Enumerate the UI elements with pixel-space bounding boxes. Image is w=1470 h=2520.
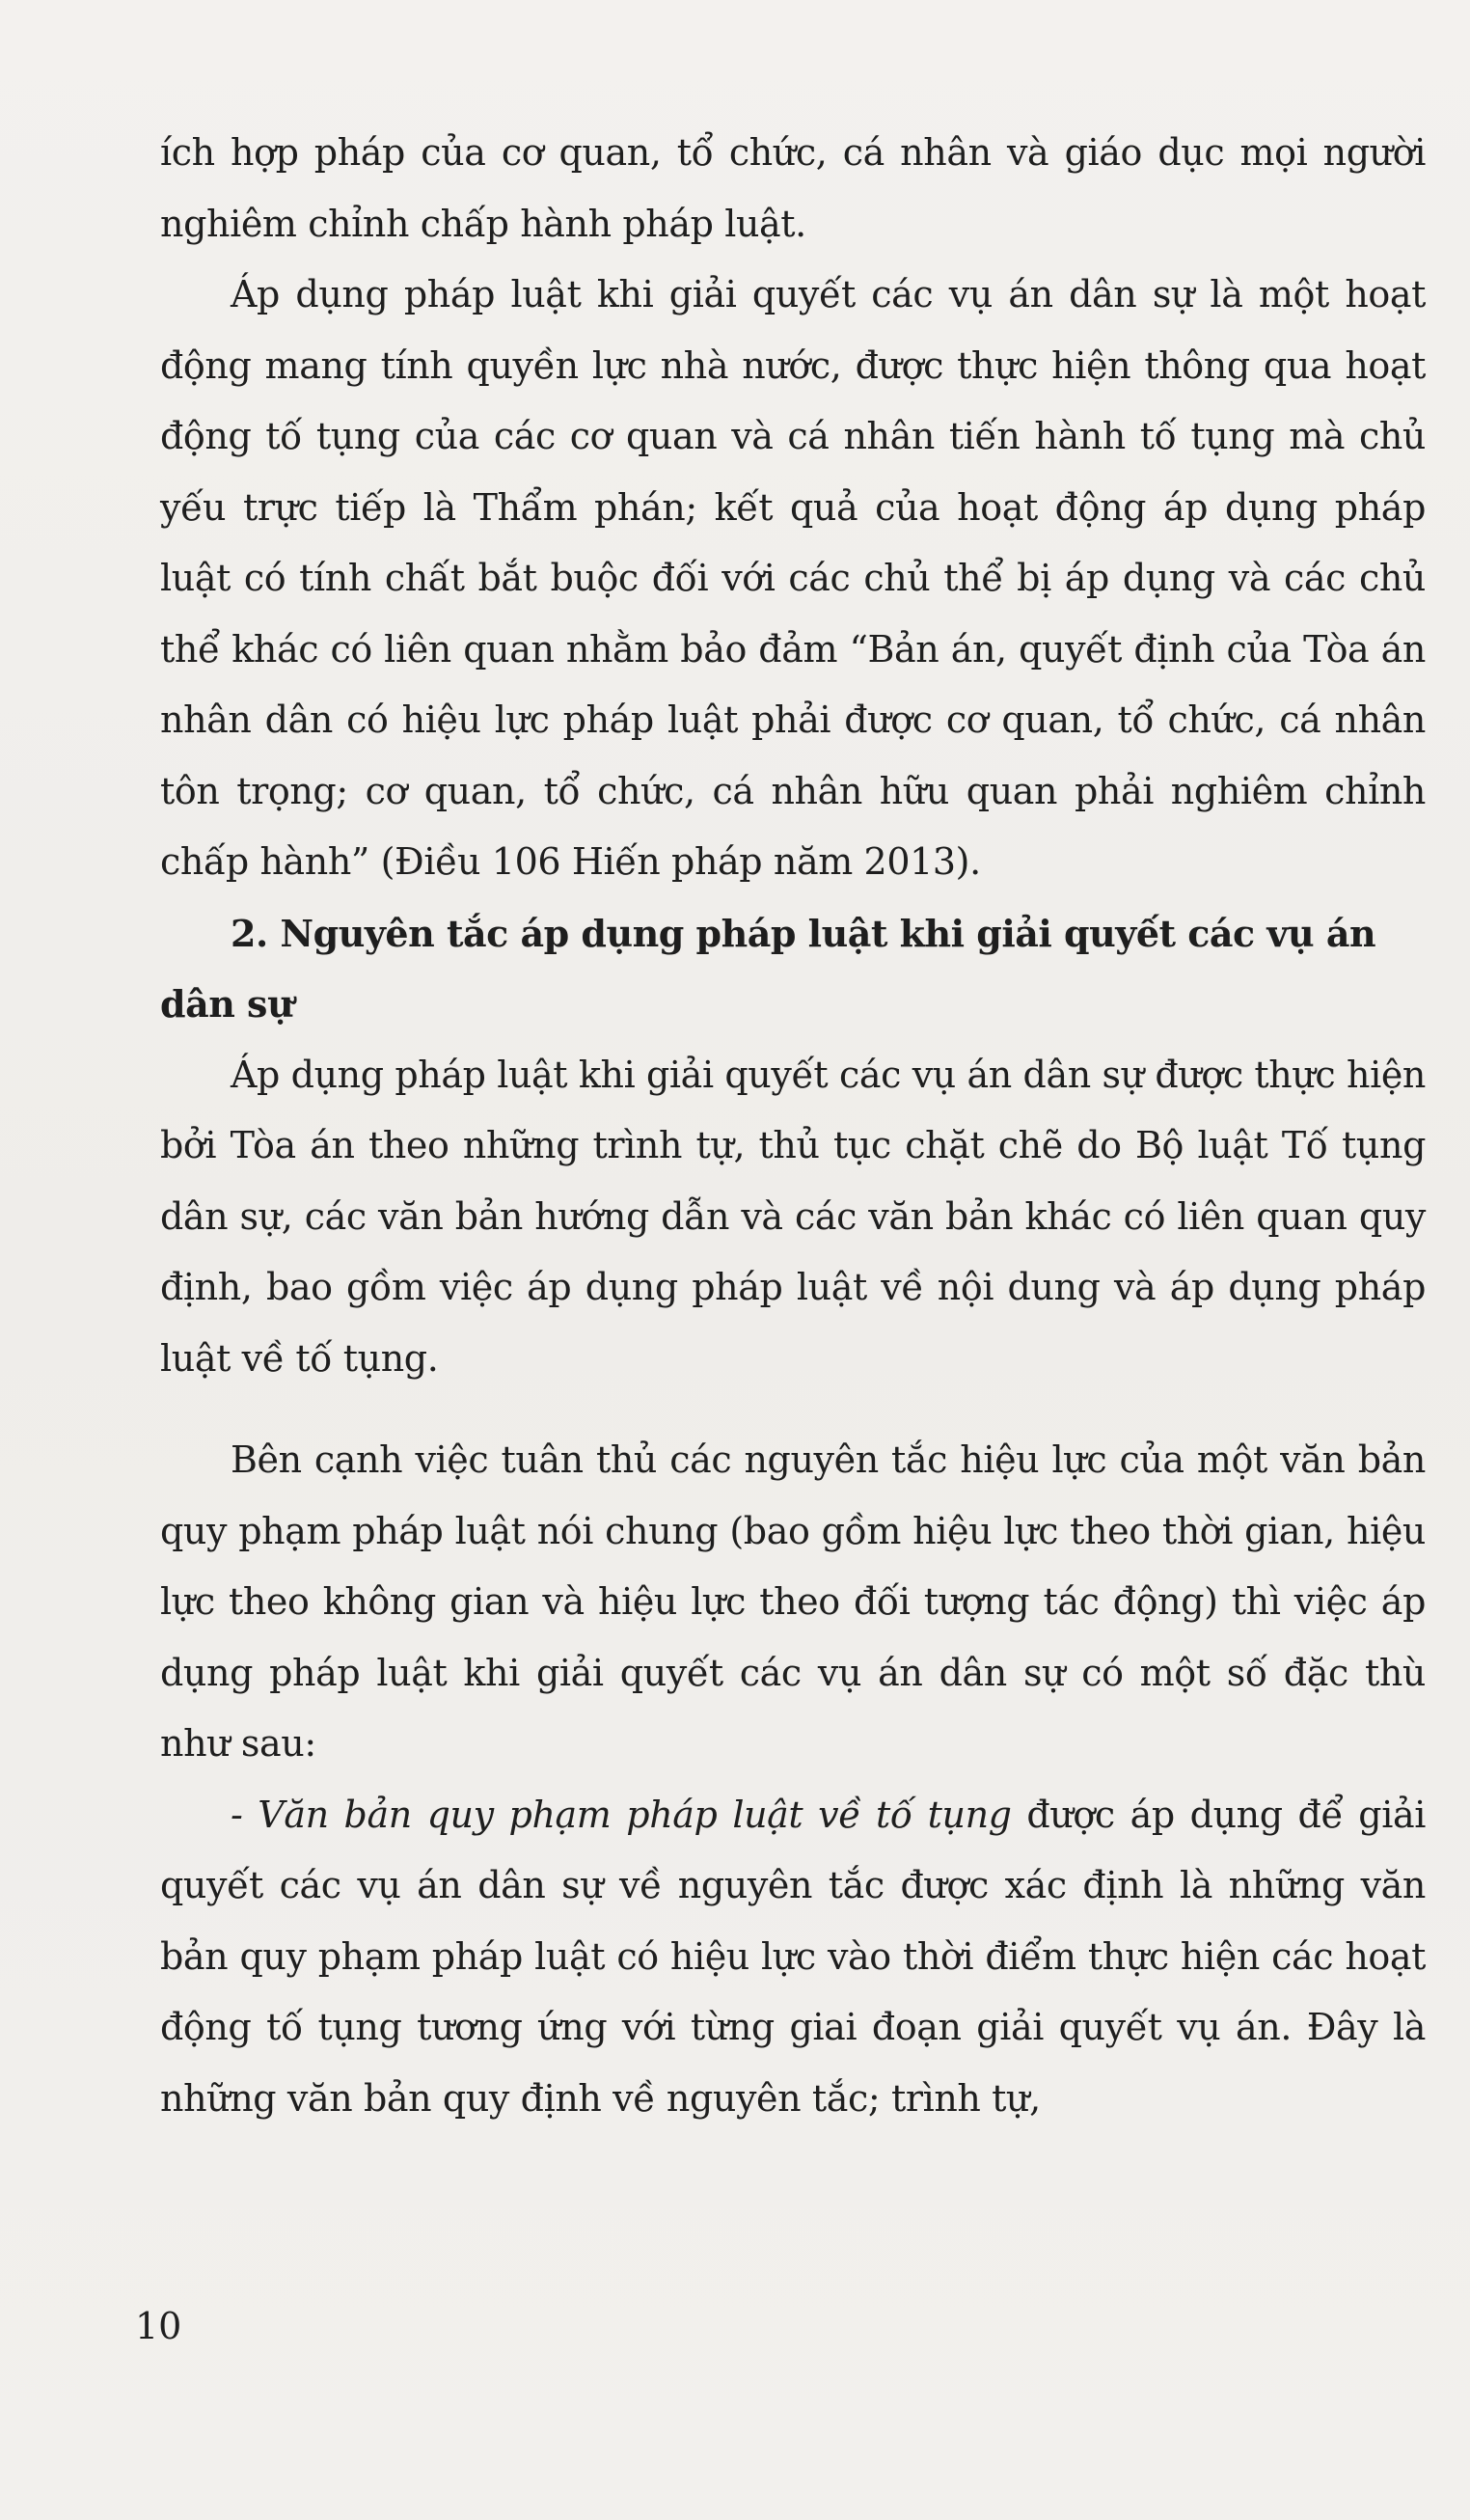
section-heading: 2. Nguyên tắc áp dụng pháp luật khi giải quyết các vụ án dân sự <box>160 911 1376 1026</box>
paragraph-application-of-law: Áp dụng pháp luật khi giải quyết các vụ án dân sự là một hoạt động mang tính quyền lực nhà nước, được thực hiện thông qua hoạt động tố tụng của các cơ quan và cá nhân tiến hành tố tụng mà chủ yếu trực tiếp là Thẩm phán; kết quả của hoạt động áp dụng pháp luật có tính chất bắt buộc đối với các chủ thể bị áp dụng và các chủ thể khác có liên quan nhằm bảo đảm “Bản án, quyết định của Tòa án nhân dân có hiệu lực pháp luật phải được cơ quan, tổ chức, cá nhân tôn trọng; cơ quan, tổ chức, cá nhân hữu quan phải nghiêm chỉnh chấp hành” (Điều 106 Hiến pháp năm 2013). <box>160 273 1426 883</box>
paragraph-procedural-documents-text: được áp dụng để giải quyết các vụ án dân sự về nguyên tắc được xác định là những văn bản quy phạm pháp luật có hiệu lực vào thời điểm thực hiện các hoạt động tố tụng tương ứng với từng giai đoạn giải quyết vụ án. Đây là những văn bản quy định về nguyên tắc; trình tự, <box>160 1793 1426 2120</box>
page-number: 10 <box>135 2305 182 2347</box>
paragraph-procedure: Áp dụng pháp luật khi giải quyết các vụ án dân sự được thực hiện bởi Tòa án theo những trình tự, thủ tục chặt chẽ do Bộ luật Tố tụng dân sự, các văn bản hướng dẫn và các văn bản khác có liên quan quy định, bao gồm việc áp dụng pháp luật về nội dung và áp dụng pháp luật về tố tụng. <box>160 1053 1426 1380</box>
italic-lead-phrase: - Văn bản quy phạm pháp luật về tố tụng <box>231 1793 1012 1836</box>
paragraph-continued: ích hợp pháp của cơ quan, tổ chức, cá nhân và giáo dục mọi người nghiêm chỉnh chấp hành pháp luật. <box>160 131 1426 245</box>
paragraph-procedural-documents <box>160 1780 1426 2135</box>
paragraph-validity-principles: Bên cạnh việc tuân thủ các nguyên tắc hiệu lực của một văn bản quy phạm pháp luật nói chung (bao gồm hiệu lực theo thời gian, hiệu lực theo không gian và hiệu lực theo đối tượng tác động) thì việc áp dụng pháp luật khi giải quyết các vụ án dân sự có một số đặc thù như sau: <box>160 1438 1426 1765</box>
